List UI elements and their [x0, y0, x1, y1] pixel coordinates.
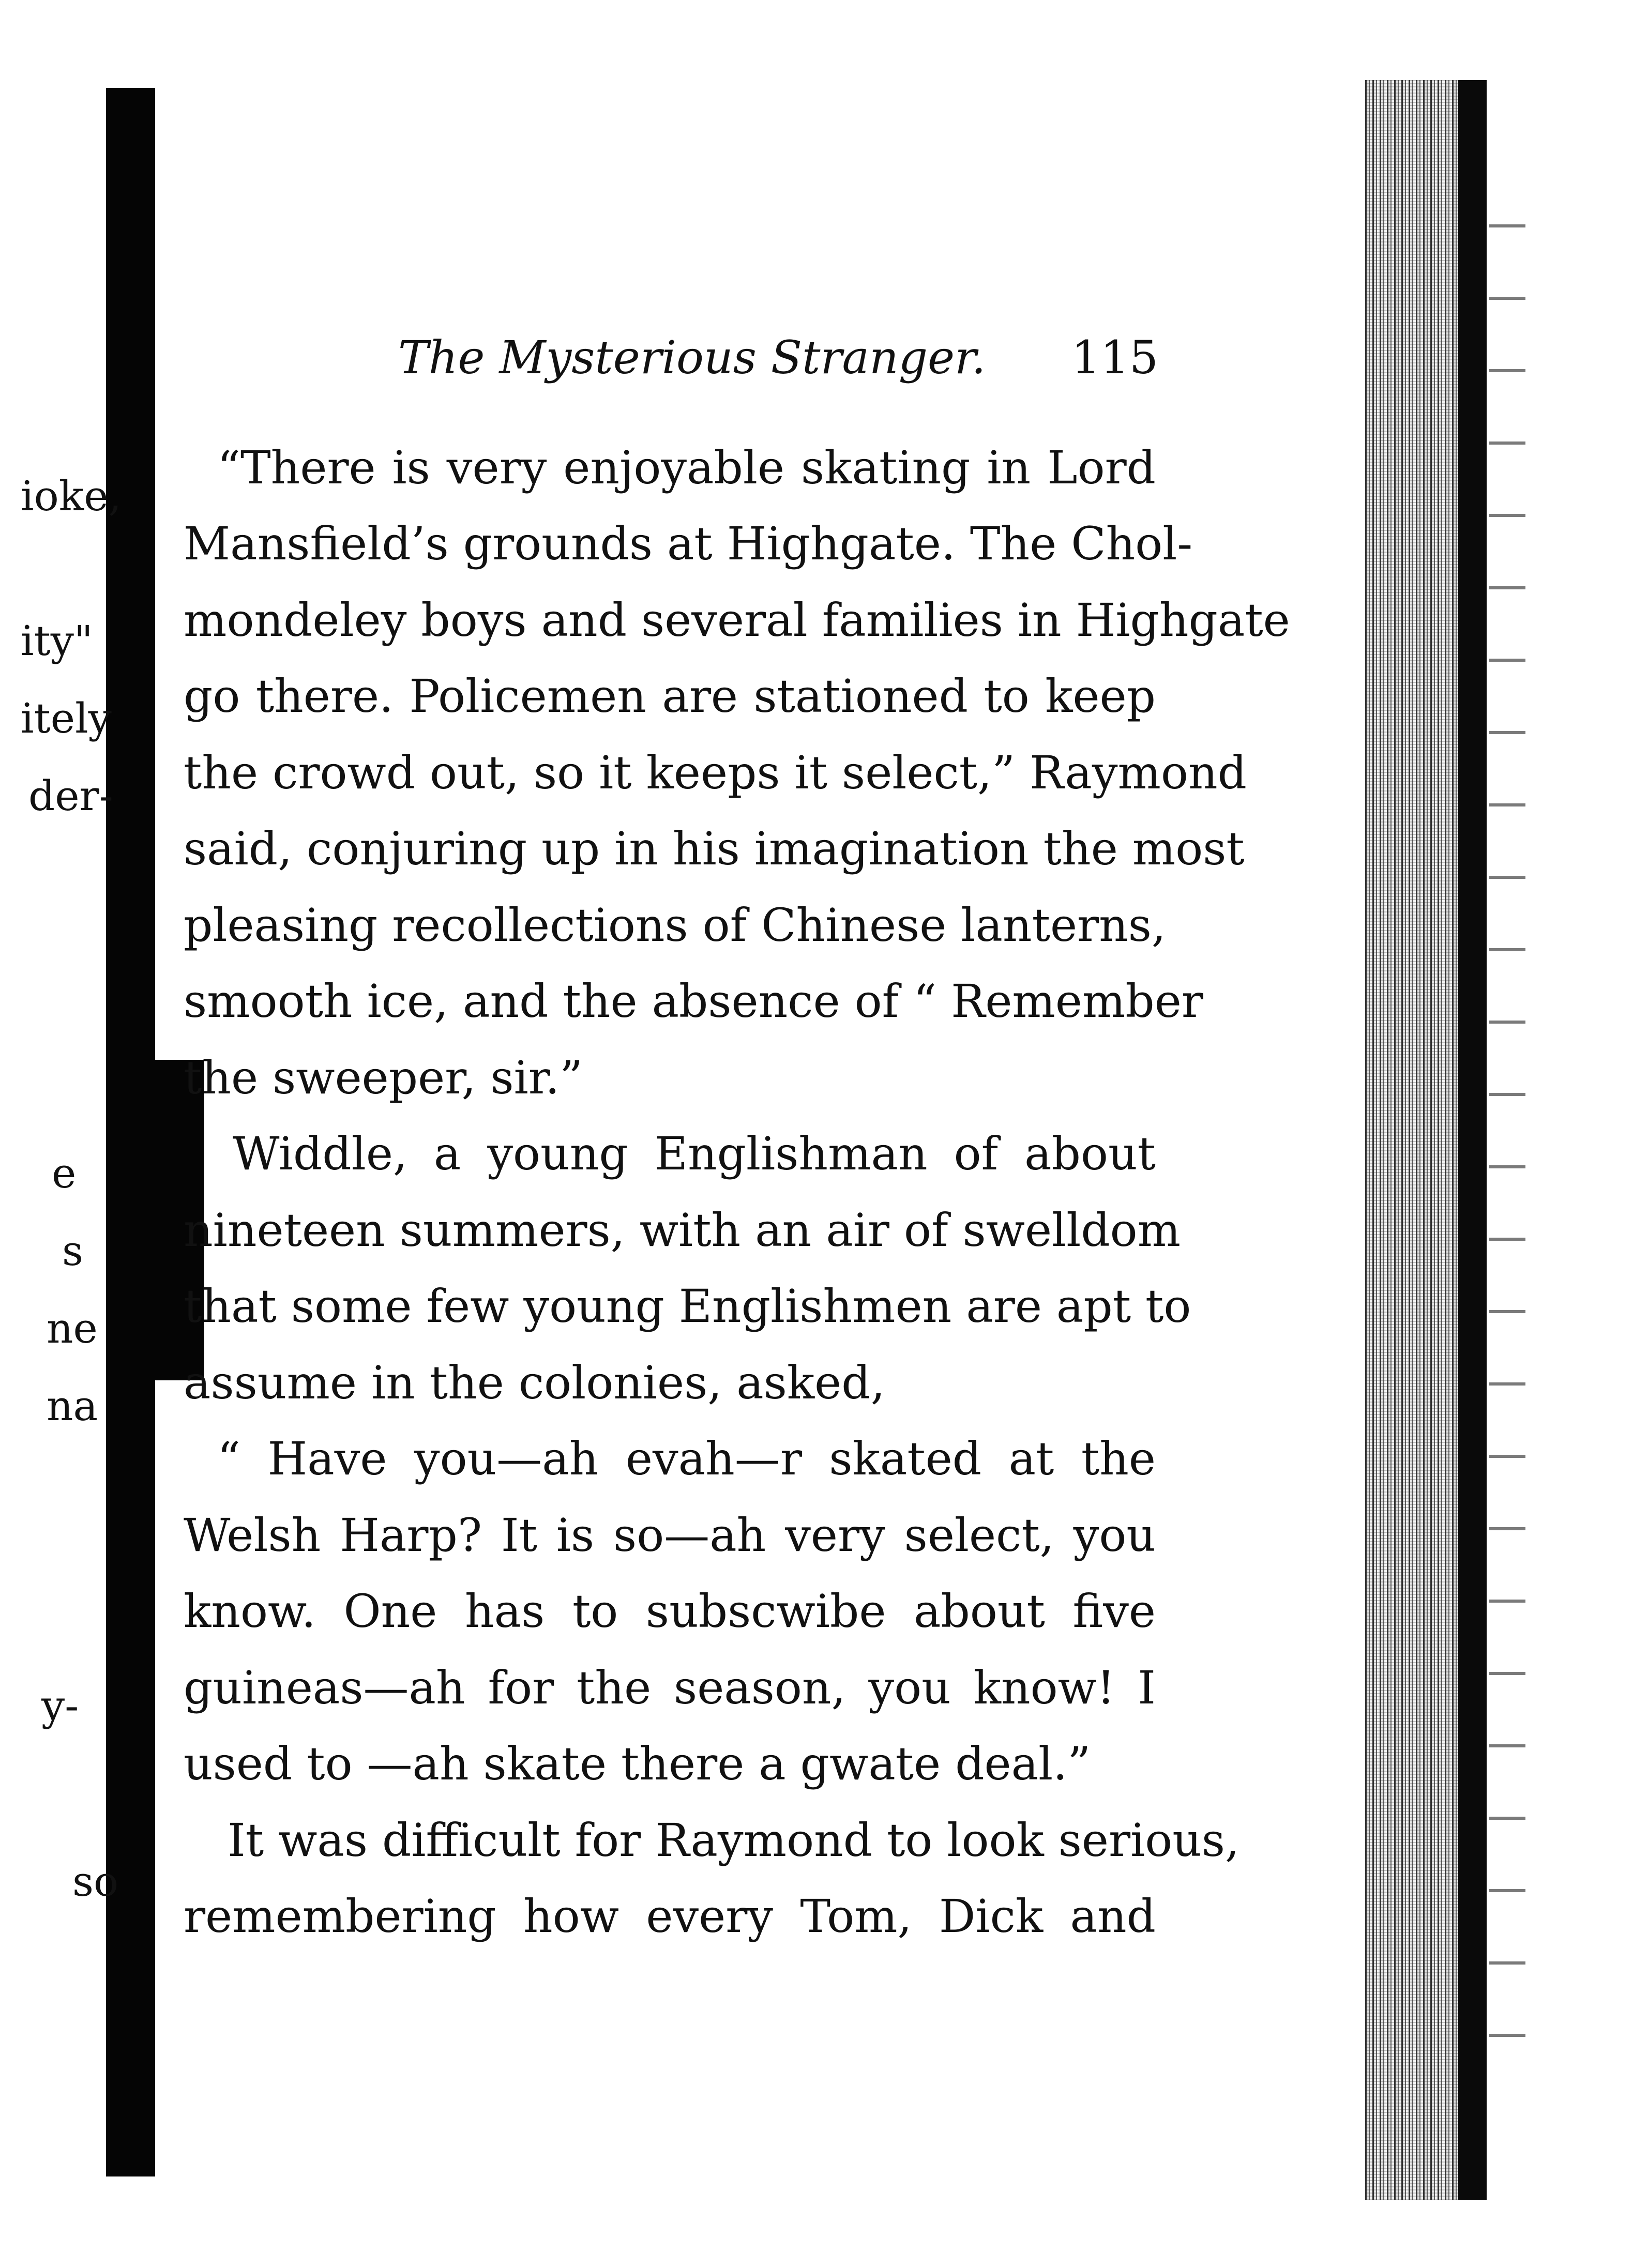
running-title: The Mysterious Stranger. — [398, 331, 986, 384]
text-line: pleasing recollections of Chinese lanterns, — [184, 899, 1166, 952]
text-line: go there. Policemen are stationed to keep — [184, 669, 1156, 723]
text-line: Widdle, a young Englishman of about — [233, 1127, 1156, 1180]
text-line: that some few young Englishmen are apt to — [184, 1280, 1191, 1333]
margin-fragment: ity" — [21, 617, 93, 665]
text-line: the sweeper, sir.” — [184, 1051, 583, 1104]
margin-fragment: s — [62, 1227, 84, 1275]
text-line: guineas—ah for the season, you know! I — [184, 1661, 1156, 1714]
text-line: assume in the colonies, asked, — [184, 1356, 885, 1409]
margin-fragment: der- — [28, 772, 113, 820]
text-line: “ Have you—ah evah—r skated at the — [217, 1432, 1156, 1485]
text-line: mondeley boys and several families in Highgate — [184, 593, 1290, 647]
page-number: 115 — [1071, 331, 1158, 384]
text-line: Welsh Harp? It is so—ah very select, you — [184, 1509, 1156, 1562]
margin-fragment: na — [47, 1382, 98, 1430]
text-line: smooth ice, and the absence of “ Remember — [184, 975, 1203, 1028]
text-line: the crowd out, so it keeps it select,” Raymond — [184, 746, 1247, 799]
margin-fragment: ne — [47, 1304, 98, 1352]
text-line: Mansfield’s grounds at Highgate. The Chol- — [184, 517, 1193, 570]
text-line: remembering how every Tom, Dick and — [184, 1890, 1156, 1943]
margin-fragment: y- — [41, 1682, 79, 1730]
margin-fragment: so — [72, 1858, 119, 1906]
text-line: nineteen summers, with an air of swelldom — [184, 1204, 1181, 1257]
margin-fragment: e — [52, 1149, 77, 1197]
text-line: know. One has to subscwibe about five — [184, 1585, 1156, 1638]
text-line: It was difficult for Raymond to look serious, — [228, 1814, 1240, 1867]
text-line: said, conjuring up in his imagination the most — [184, 822, 1245, 875]
margin-fragment: itely — [21, 694, 112, 742]
text-line: “There is very enjoyable skating in Lord — [217, 441, 1156, 494]
text-line: used to —ah skate there a gwate deal.” — [184, 1737, 1091, 1790]
margin-fragment: ioke, — [21, 472, 122, 520]
